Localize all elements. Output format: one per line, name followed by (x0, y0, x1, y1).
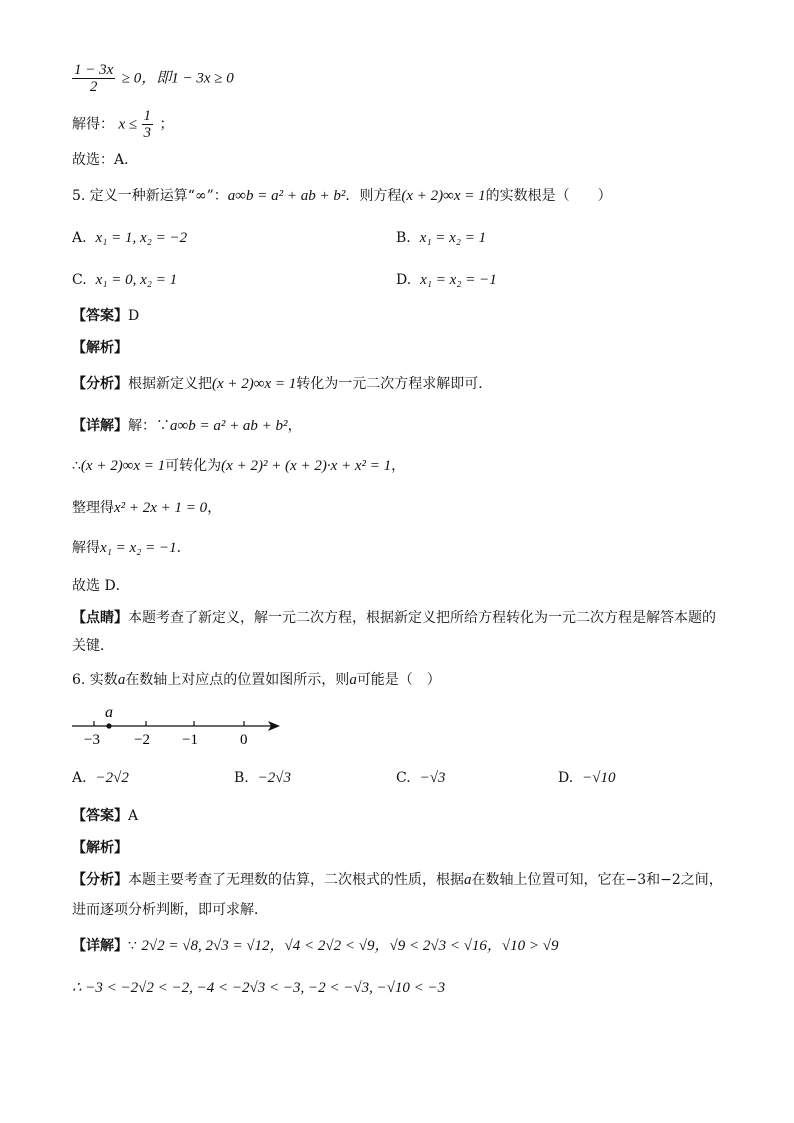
fenxi-a: 本题主要考查了无理数的估算，二次根式的性质，根据 (128, 872, 464, 888)
q5-dianjing-line (72, 608, 716, 628)
q5-choose-line: 故选 D． (72, 578, 130, 594)
q5-option-d (396, 270, 497, 290)
option-letter: D. (558, 770, 574, 786)
q6-option-c (396, 768, 445, 788)
option-letter: D. (396, 272, 412, 288)
detail-a: ∵ (128, 938, 137, 954)
detail-tag: 【详解】 (72, 938, 128, 954)
q6-stem-b: 在数轴上对应点的位置如图所示，则 (125, 672, 350, 688)
fenxi-b: 转化为一元二次方程求解即可． (296, 376, 493, 392)
option-text: x₁ = x₂ = 1 (419, 230, 487, 246)
fenxi-tag: 【分析】 (72, 872, 128, 888)
point-a-label: a (105, 704, 113, 721)
solve-fraction-numerator: 1 (143, 108, 152, 124)
q6-answer-line (72, 806, 138, 826)
q5-option-b (396, 228, 486, 248)
option-text: x₁ = x₂ = −1 (420, 272, 497, 288)
q6-option-b (234, 768, 291, 788)
step3-expression: x² + 2x + 1 = 0 (114, 500, 208, 516)
detail-definition: a∞b = a² + ab + b² (170, 418, 288, 434)
option-text: −√3 (419, 770, 446, 786)
q6-stem-var: a (117, 672, 126, 688)
q6-conclusion-line: ∴ −3 < −2√2 < −2, −4 < −2√3 < −3, −2 < −√3, −√10 < −3 (72, 980, 446, 996)
solve-expr: x ≤ (118, 116, 138, 133)
option-text: x₁ = 1, x₂ = −2 (95, 230, 188, 246)
q5-step3-line (72, 498, 221, 518)
step2-expression: (x + 2)² + (x + 2)·x + x² = 1 (221, 458, 392, 474)
q6-stem (72, 670, 441, 690)
fenxi-a: 根据新定义把 (128, 376, 212, 392)
q5-step2-line (72, 456, 405, 476)
q5-step4-line (72, 538, 191, 558)
fenxi-b: 在数轴上位置可知，它在−3和−2之间， (471, 872, 723, 888)
fenxi-equation: (x + 2)∞x = 1 (212, 376, 297, 392)
detail-tag: 【详解】 (72, 418, 128, 434)
prev-inequality-line (72, 62, 234, 95)
point-a-dot (106, 723, 111, 728)
number-line (68, 700, 288, 750)
dianjing-a: 本题考查了新定义，解一元二次方程，根据新定义把所给方程转化为一元二次方程是解答本题的 (128, 610, 716, 626)
option-letter: A. (72, 230, 87, 246)
option-letter: C. (396, 770, 411, 786)
option-text: x₁ = 0, x₂ = 1 (95, 272, 178, 288)
q5-stem-equation: (x + 2)∞x = 1 (401, 188, 486, 204)
option-letter: B. (234, 770, 249, 786)
q6-detail-line (72, 936, 559, 956)
tick-label: −2 (134, 732, 150, 748)
q6-stem-var2: a (349, 672, 357, 688)
q5-dianjing-line-2: 关键． (72, 638, 114, 654)
detail-a: 解：∵ (128, 418, 170, 434)
q5-stem-a: 5. 定义一种新运算“∞”： (72, 188, 228, 204)
q5-stem-c: 的实数根是（ ） (485, 188, 612, 204)
tick-label: 0 (240, 732, 248, 748)
answer-value: A (128, 808, 139, 824)
q5-fenxi-line (72, 374, 492, 394)
inequality-tail: ≥ 0，即1 − 3x ≥ 0 (121, 70, 234, 87)
q6-analysis-tag: 【解析】 (72, 840, 128, 856)
option-text: −2√2 (95, 770, 129, 786)
fenxi-tag: 【分析】 (72, 376, 128, 392)
option-text: −2√3 (257, 770, 292, 786)
option-letter: B. (396, 230, 411, 246)
option-letter: C. (72, 272, 87, 288)
option-text: −√10 (582, 770, 616, 786)
q5-answer-line (72, 306, 139, 326)
fenxi-var: a (464, 872, 472, 888)
tick-label: −1 (182, 732, 198, 748)
answer-value: D (128, 308, 140, 324)
q6-stem-a: 6. 实数 (72, 672, 118, 688)
q6-fenxi-line (72, 870, 723, 890)
dianjing-tag: 【点睛】 (72, 610, 128, 626)
step3-a: 整理得 (72, 500, 114, 516)
fraction (72, 62, 115, 95)
solve-label: 解得： (72, 116, 114, 133)
q5-stem-definition: a∞b = a² + ab + b² (227, 188, 346, 204)
solve-fraction-denominator: 3 (143, 125, 152, 141)
answer-tag: 【答案】 (72, 808, 128, 824)
step4-expression: x₁ = x₂ = −1 (100, 540, 177, 556)
q6-stem-c: 可能是（ ） (356, 672, 441, 688)
step2-c: ， (391, 458, 406, 474)
q5-stem (72, 186, 612, 206)
detail-b: ， (287, 418, 302, 434)
step4-b: ． (176, 540, 191, 556)
q6-fenxi-line-2: 进而逐项分析判断，即可求解． (72, 902, 268, 918)
detail-expression: 2√2 = √8, 2√3 = √12，√4 < 2√2 < √9，√9 < 2√3 < √16，√10 > √9 (141, 938, 559, 954)
option-letter: A. (72, 770, 87, 786)
fraction-denominator: 2 (89, 79, 98, 95)
q5-analysis-tag: 【解析】 (72, 340, 128, 356)
step3-b: ， (207, 500, 222, 516)
solve-fraction (142, 108, 154, 141)
fraction-numerator: 1 − 3x (74, 62, 114, 78)
q6-option-d (558, 768, 615, 788)
q5-detail-line (72, 416, 302, 436)
prev-solve-line (72, 108, 174, 141)
answer-tag: 【答案】 (72, 308, 128, 324)
q6-option-a (72, 768, 129, 788)
q5-option-c (72, 270, 177, 290)
step2-equation: (x + 2)∞x = 1 (80, 458, 166, 474)
step2-a: ∴ (72, 458, 81, 474)
step2-b: 可转化为 (165, 458, 222, 474)
q5-stem-b: ．则方程 (345, 188, 402, 204)
q5-option-a (72, 228, 187, 248)
prev-choose-line: 故选：A． (72, 152, 139, 168)
solve-tail: ； (159, 116, 174, 133)
tick-label: −3 (84, 732, 100, 748)
step4-a: 解得 (72, 540, 100, 556)
